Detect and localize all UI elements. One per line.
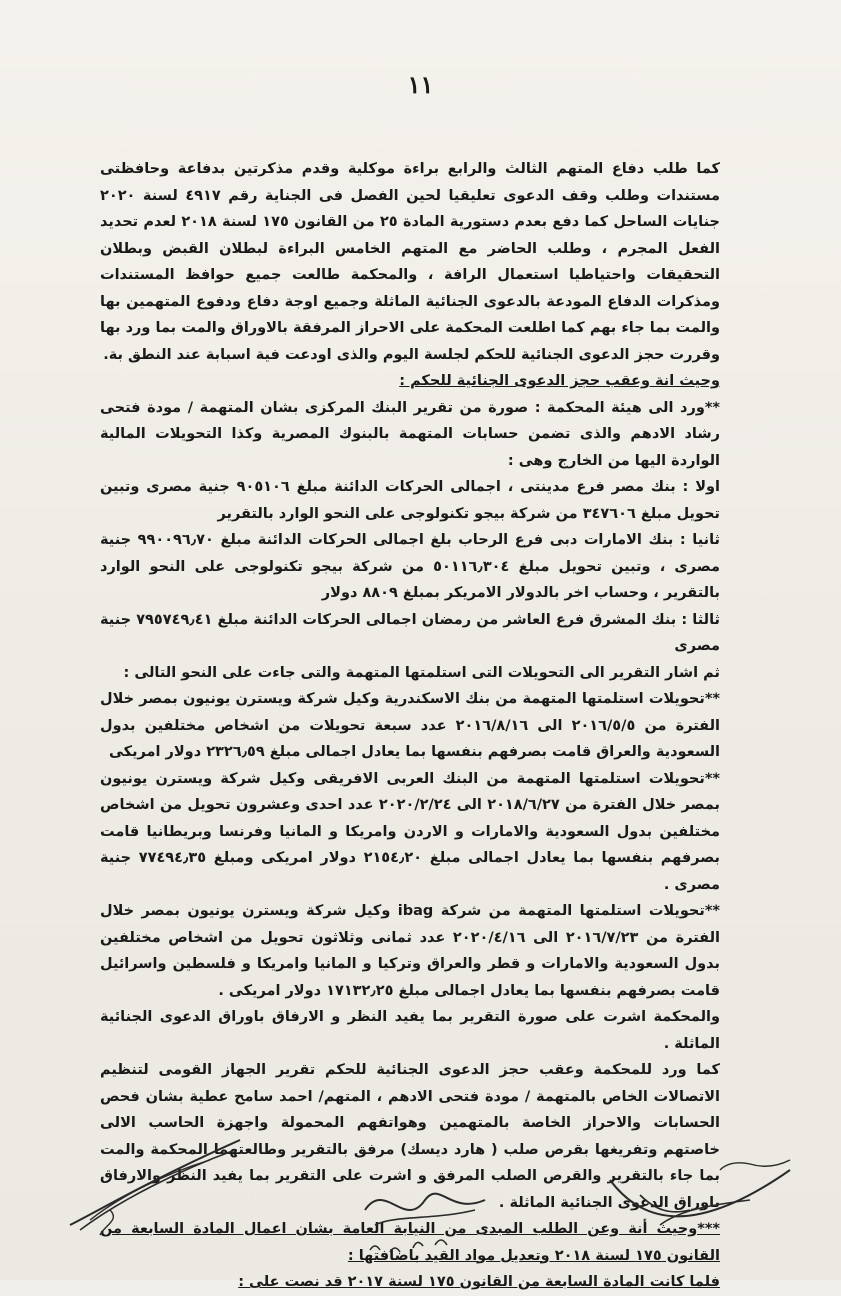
paragraph-court-annotation: والمحكمة اشرت على صورة التقرير بما يفيد النظر و الارفاق باوراق الدعوى الجنائية الماثلة . [100, 1009, 720, 1052]
document-body [100, 156, 720, 1296]
signature-center [355, 1170, 495, 1265]
paragraph-transfers-intro: ثم اشار التقرير الى التحويلات التى استلمتها المتهمة والتى جاءت على النحو التالى : [123, 664, 720, 681]
section-heading-prosecution-request: ***وحيث أنة وعن الطلب المبدى من النيابة العامة بشان اعمال المادة السابعة من القانون ١٧٥ لسنة ٢٠١٨ وتعديل مواد القيد باضافتها : [100, 1221, 720, 1264]
page-number: ١١ [407, 70, 434, 99]
paragraph-defense-requests: كما طلب دفاع المتهم الثالث والرابع براءة موكلية وقدم مذكرتين بدفاعة وحافظتى مستندات وطلب وقف الدعوى تعليقيا لحين الفصل فى الجناية رقم ٤٩١٧ لسنة ٢٠٢٠ جنايات الساحل كما دفع بعدم دستورية المادة ٢٥ من القانون ١٧٥ لسنة ٢٠١٨ لعدم تحديد الفعل المجرم ، وطلب الحاضر مع المتهم الخامس البراءة لبطلان القبض وبطلان التحقيقات واحتياطيا استعمال الرافة ، والمحكمة طالعت جميع حوافظ المستندات ومذكرات الدفاع المودعة بالدعوى الجنائية الماثلة وجميع اوجة دفاع ودفوع المتهمين بها والمت بما جاء بهم كما اطلعت المحكمة على الاحراز المرفقة بالاوراق والمت بما ورد بها وقررت حجز الدعوى الجنائية للحكم لجلسة اليوم والذى اودعت فية اسبابة عند النطق بة. [100, 161, 720, 363]
signature-right [600, 1150, 800, 1250]
signature-left [60, 1130, 250, 1240]
paragraph-ntra-report: كما ورد للمحكمة وعقب حجز الدعوى الجنائية للحكم تقرير الجهاز القومى لتنظيم الاتصالات الخاص بالمتهمة / مودة فتحى الادهم ، المتهم/ احمد سامح عطية بشان فحص الحسابات والاحراز الخاصة بالمتهمين وهواتفهم المحمولة واجهزة الحاسب الالى خاصتهم وتفريغها بقرص صلب ( هارد ديسك) مرفق بالتقرير وطالعتهما المحكمة والمت بما جاء بالتقرير والقرص الصلب المرفق و اشرت على التقرير بما يفيد النظر والارفاق باوراق الدعوى الجنائية الماثلة . [100, 1062, 720, 1211]
paragraph-transfers-alexandria: **تحويلات استلمتها المتهمة من بنك الاسكندرية وكيل شركة ويسترن يونيون بمصر خلال الفترة من ٢٠١٦/٥/٥ الى ٢٠١٦/٨/١٦ عدد سبعة تحويلات من اشخاص مختلفين بدول السعودية والعراق قامت بصرفهم بنفسها بما يعادل اجمالى مبلغ ٢٣٢٦٫٥٩ دولار امريكى [100, 691, 720, 760]
section-heading-after-reservation: وحيث انة وعقب حجز الدعوى الجنائية للحكم : [399, 373, 720, 389]
paragraph-transfers-ibag: **تحويلات استلمتها المتهمة من شركة ibag وكيل شركة ويسترن يونيون بمصر خلال الفترة من ٢٠١٦/٧/٢٣ الى ٢٠٢٠/٤/١٦ عدد ثمانى وثلاثون تحويل من اشخاص مختلفين بدول السعودية والامارات و قطر والعراق وتركيا و المانيا وامريكا و فلسطين واسرائيل قامت بصرفهم بنفسها بما يعادل اجمالى مبلغ ١٧١٣٢٫٢٥ دولار امريكى . [100, 903, 720, 999]
section-heading-article-seven: فلما كانت المادة السابعة من القانون ١٧٥ لسنة ٢٠١٧ قد نصت على : [238, 1274, 720, 1290]
paragraph-central-bank-report: **ورد الى هيئة المحكمة : صورة من تقرير البنك المركزى بشان المتهمة / مودة فتحى رشاد الادهم والذى تضمن حسابات المتهمة بالبنوك المصرية وكذا التحويلات المالية الواردة اليها من الخارج وهى : [100, 399, 720, 469]
paragraph-emirates-bank: ثانيا : بنك الامارات دبى فرع الرحاب بلغ اجمالى الحركات الدائنة مبلغ ٩٩٠٠٩٦٫٧٠ جنية مصرى ، وتبين تحويل مبلغ ٥٠١١٦٫٣٠٤ من شركة بيجو تكنولوجى على النحو الوارد بالتقرير ، وحساب اخر بالدولار الامريكر بمبلغ ٨٨٠٩ دولار [100, 532, 720, 601]
paragraph-transfers-arab-african: **تحويلات استلمتها المتهمة من البنك العربى الافريقى وكيل شركة ويسترن يونيون بمصر خلال الفترة من ٢٠١٨/٦/٢٧ الى ٢٠٢٠/٢/٢٤ عدد احدى وعشرون تحويل من اشخاص مختلفين بدول السعودية والامارات و الاردن وامريكا و المانيا وفرنسا وبريطانيا قامت بصرفهم بنفسها بما يعادل اجمالى مبلغ ٢١٥٤٫٢٠ دولار امريكى ومبلغ ٧٧٤٩٤٫٣٥ جنية مصرى . [100, 770, 720, 893]
paragraph-bank-misr: اولا : بنك مصر فرع مدينتى ، اجمالى الحركات الدائنة مبلغ ٩٠٥١٠٦ جنية مصرى وتبين تحويل مبلغ ٣٤٧٦٠٦ من شركة بيجو تكنولوجى على النحو الوارد بالتقرير [100, 479, 720, 522]
paragraph-mashreq-bank: ثالثا : بنك المشرق فرع العاشر من رمضان اجمالى الحركات الدائنة مبلغ ٧٩٥٧٤٩٫٤١ جنية مصرى [100, 611, 720, 654]
